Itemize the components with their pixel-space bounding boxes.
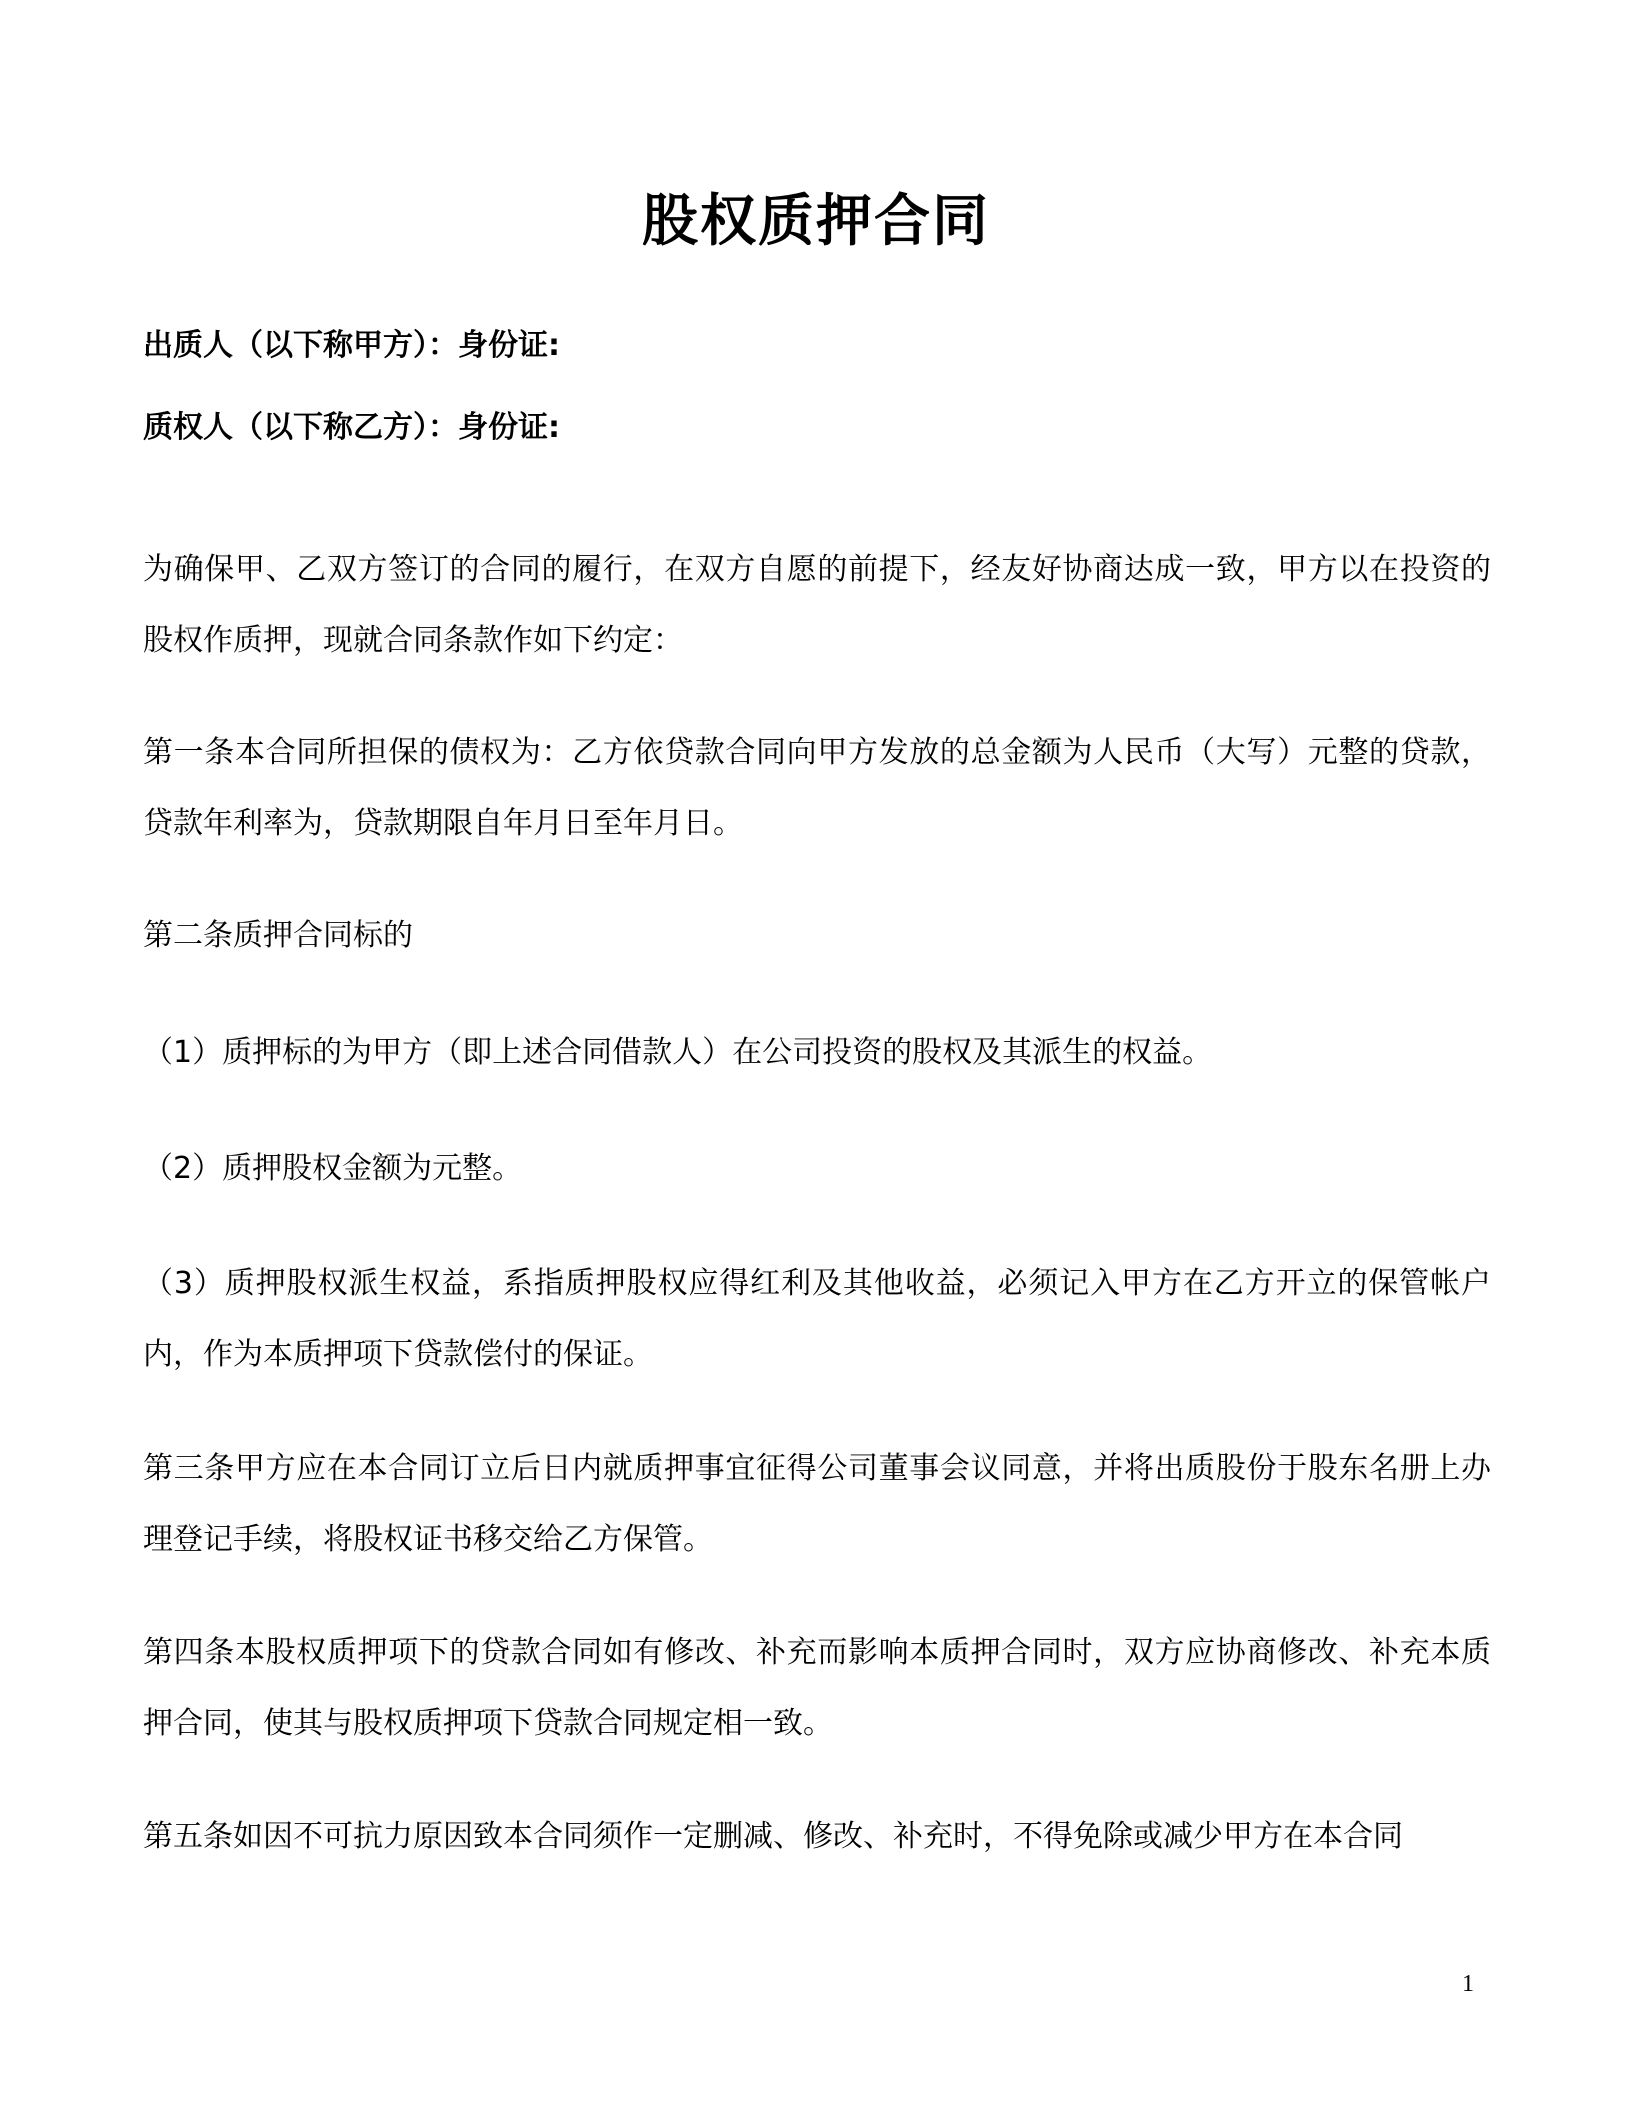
article-3-paragraph: 第三条甲方应在本合同订立后日内就质押事宜征得公司董事会议同意，并将出质股份于股东名册上办理登记手续，将股权证书移交给乙方保管。 bbox=[143, 1451, 1491, 1557]
article-2-item-2: （2）质押股权金额为元整。 bbox=[143, 1151, 523, 1186]
preamble-paragraph: 为确保甲、乙双方签订的合同的履行，在双方自愿的前提下，经友好协商达成一致，甲方以在投资的股权作质押，现就合同条款作如下约定： bbox=[143, 552, 1491, 658]
article-2-item-3: （3）质押股权派生权益，系指质押股权应得红利及其他收益，必须记入甲方在乙方开立的保管帐户内，作为本质押项下贷款偿付的保证。 bbox=[143, 1266, 1491, 1372]
article-2-heading: 第二条质押合同标的 bbox=[143, 918, 413, 953]
pledgee-line: 质权人（以下称乙方）：身份证: bbox=[143, 410, 560, 445]
pledgor-line: 出质人（以下称甲方）：身份证: bbox=[143, 328, 560, 363]
document-title: 股权质押合同 bbox=[642, 189, 990, 254]
article-5-paragraph: 第五条如因不可抗力原因致本合同须作一定删减、修改、补充时，不得免除或减少甲方在本合同 bbox=[143, 1819, 1403, 1854]
article-1-paragraph: 第一条本合同所担保的债权为：乙方依贷款合同向甲方发放的总金额为人民币（大写）元整的贷款，贷款年利率为，贷款期限自年月日至年月日。 bbox=[143, 735, 1491, 841]
page-number: 1 bbox=[1462, 1971, 1474, 1997]
article-4-paragraph: 第四条本股权质押项下的贷款合同如有修改、补充而影响本质押合同时，双方应协商修改、补充本质押合同，使其与股权质押项下贷款合同规定相一致。 bbox=[143, 1635, 1491, 1741]
article-2-item-1: （1）质押标的为甲方（即上述合同借款人）在公司投资的股权及其派生的权益。 bbox=[143, 1035, 1213, 1070]
